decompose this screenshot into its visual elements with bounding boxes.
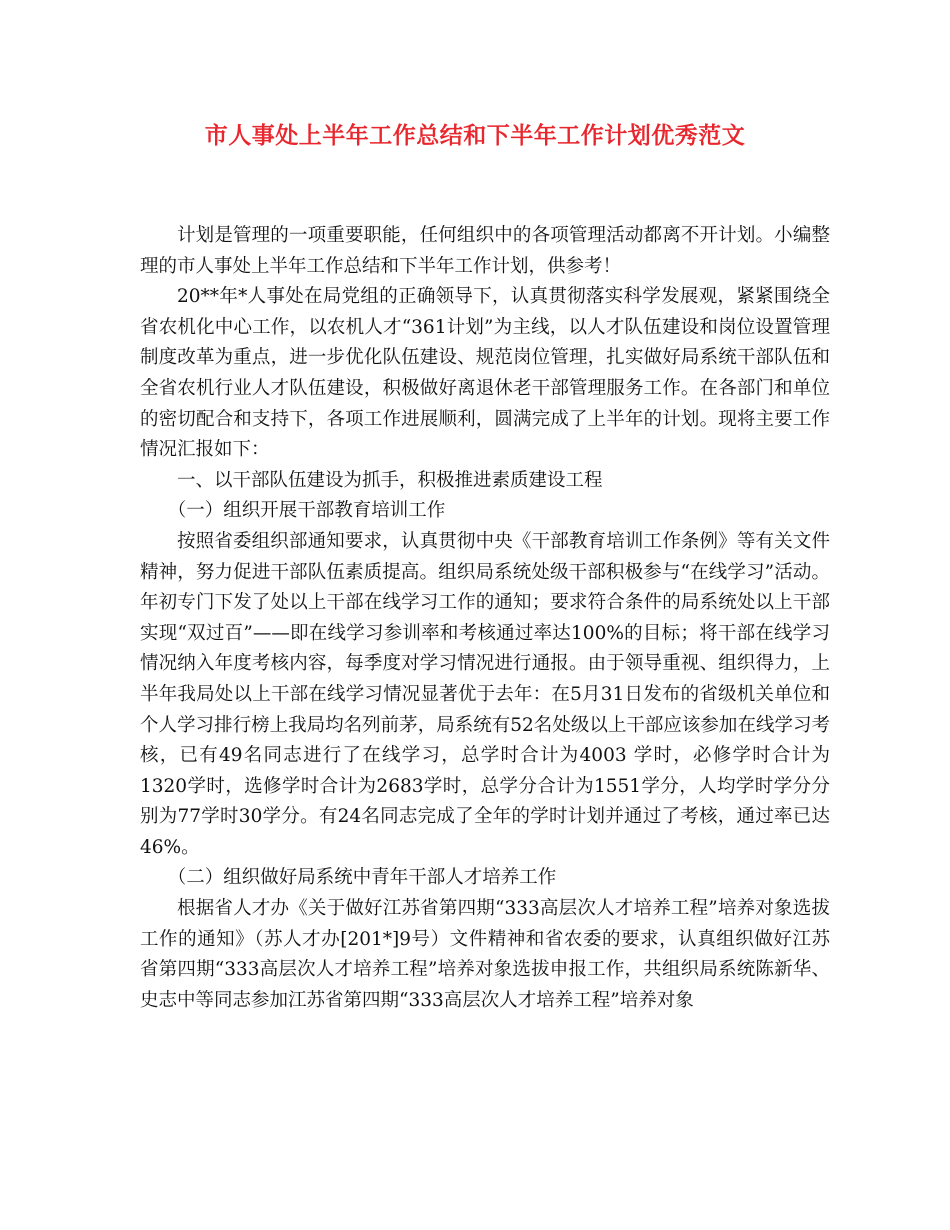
document-body — [140, 221, 830, 1016]
paragraph-talent: 根据省人才办《关于做好江苏省第四期“333高层次人才培养工程”培养对象选拔工作的通知》（苏人才办[201*]9号）文件精神和省农委的要求，认真组织做好江苏省第四期“333高层次人才培养工程”培养对象选拔申报工作，共组织局系统陈新华、史志中等同志参加江苏省第四期“333高层次人才培养工程”培养对象 — [140, 898, 830, 1011]
paragraph-intro: 计划是管理的一项重要职能，任何组织中的各项管理活动都离不开计划。小编整理的市人事处上半年工作总结和下半年工作计划，供参考！ — [140, 225, 830, 277]
paragraph-training: 按照省委组织部通知要求，认真贯彻中央《干部教育培训工作条例》等有关文件精神，努力促进干部队伍素质提高。组织局系统处级干部积极参与“在线学习”活动。年初专门下发了处以上干部在线学习工作的通知；要求符合条件的局系统处以上干部实现“双过百”——即在线学习参训率和考核通过率达100%的目标；将干部在线学习情况纳入年度考核内容，每季度对学习情况进行通报。由于领导重视、组织得力，上半年我局处以上干部在线学习情况显著优于去年：在5月31日发布的省级机关单位和个人学习排行榜上我局均名列前茅，局系统有52名处级以上干部应该参加在线学习考核，已有49名同志进行了在线学习，总学时合计为4003 学时，必修学时合计为1320学时，选修学时合计为2683学时，总学分合计为1551学分，人均学时学分分别为77学时30学分。有24名同志完成了全年的学时计划并通过了考核，通过率已达46%。 — [140, 530, 830, 858]
document-title: 市人事处上半年工作总结和下半年工作计划优秀范文 — [204, 122, 746, 149]
subsection-heading-2: （二）组织做好局系统中青年干部人才培养工作 — [167, 867, 557, 889]
section-heading-1: 一、以干部队伍建设为抓手，积极推进素质建设工程 — [177, 469, 603, 491]
subsection-heading-1: （一）组织开展干部教育培训工作 — [167, 500, 446, 522]
paragraph-summary: 20**年*人事处在局党组的正确领导下，认真贯彻落实科学发展观，紧紧围绕全省农机化中心工作，以农机人才“361计划”为主线，以人才队伍建设和岗位设置管理制度改革为重点，进一步优化队伍建设、规范岗位管理，扎实做好局系统干部队伍和全省农机行业人才队伍建设，积极做好离退休老干部管理服务工作。在各部门和单位的密切配合和支持下，各项工作进展顺利，圆满完成了上半年的计划。现将主要工作情况汇报如下： — [140, 286, 830, 461]
